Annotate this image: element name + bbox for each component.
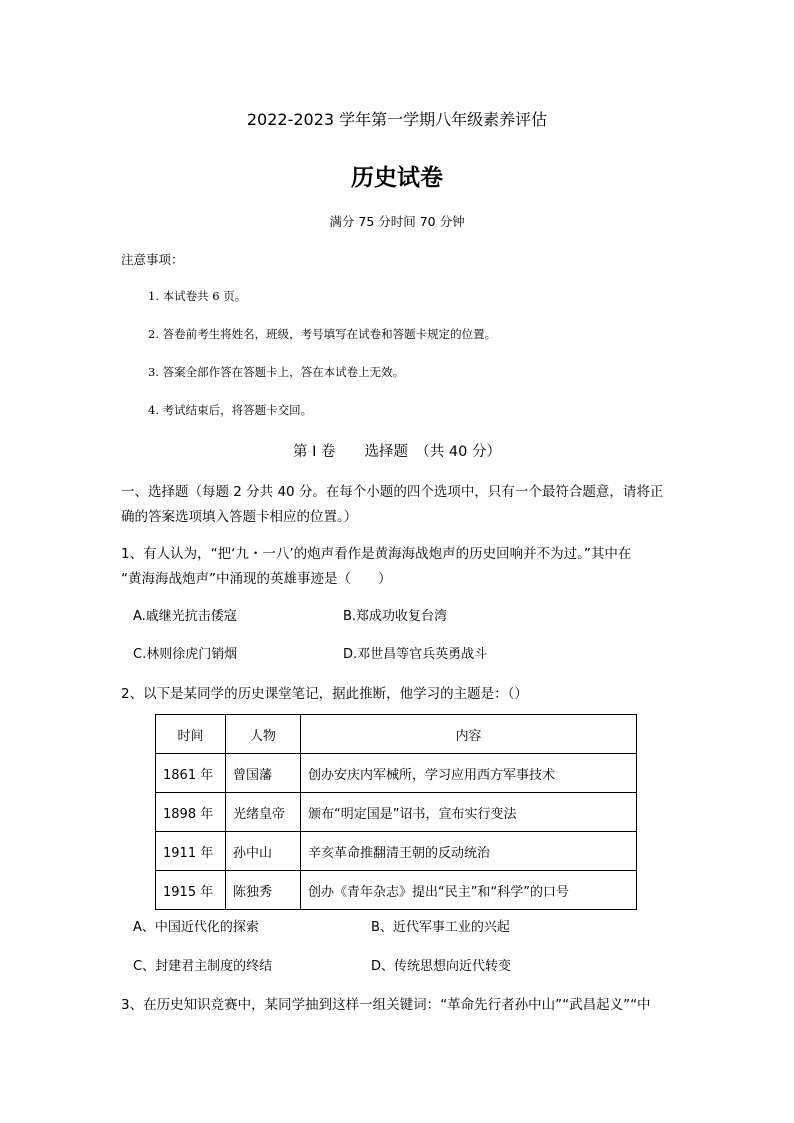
notice-item: 1. 本试卷共 6 页。 <box>148 289 247 303</box>
notice-heading: 注意事项： <box>121 252 184 267</box>
table-cell-time: 1915 年 <box>156 871 226 910</box>
notice-item: 3. 答案全部作答在答题卡上，答在本试卷上无效。 <box>148 365 405 379</box>
question-1-option-b: B.郑成功收复台湾 <box>343 609 448 624</box>
table-cell-content: 创办《青年杂志》提出“民主”和“科学”的口号 <box>301 871 637 910</box>
table-cell-time: 1911 年 <box>156 832 226 871</box>
table-row <box>156 793 637 832</box>
part-one-instructions-line1: 一、选择题（每题 2 分共 40 分。在每个小题的四个选项中，只有一个最符合题意，请将正 <box>121 484 664 500</box>
page-title: 历史试卷 <box>351 165 443 191</box>
column-header-time: 时间 <box>156 715 226 754</box>
table-row <box>156 871 637 910</box>
question-1-stem-line2: “黄海海战炮声”中涌现的英雄事迹是（ ） <box>121 571 392 587</box>
notice-item: 2. 答卷前考生将姓名，班级，考号填写在试卷和答题卡规定的位置。 <box>148 327 497 341</box>
table-cell-time: 1861 年 <box>156 754 226 793</box>
table-cell-person: 陈独秀 <box>226 871 301 910</box>
question-1-option-a: A.戚继光抗击倭寇 <box>133 609 237 624</box>
table-row <box>156 832 637 871</box>
table-cell-content: 创办安庆内军械所，学习应用西方军事技术 <box>301 754 637 793</box>
notice-item: 4. 考试结束后，将答题卡交回。 <box>148 403 313 417</box>
question-3-stem-line1: 3、在历史知识竞赛中，某同学抽到这样一组关键词：“革命先行者孙中山”“武昌起义”“中 <box>121 997 651 1013</box>
table-header-row <box>156 715 637 754</box>
table-row <box>156 754 637 793</box>
question-1-stem-line1: 1、有人认为，“把‘九・一八’的炮声看作是黄海海战炮声的历史回响并不为过。”其中在 <box>121 546 632 562</box>
table-cell-content: 辛亥革命推翻清王朝的反动统治 <box>301 832 637 871</box>
exam-subtitle: 满分 75 分时间 70 分钟 <box>329 214 465 229</box>
table-cell-time: 1898 年 <box>156 793 226 832</box>
question-2-option-c: C、封建君主制度的终结 <box>133 959 273 974</box>
question-2-option-d: D、传统思想向近代转变 <box>371 959 512 974</box>
question-2-option-a: A、中国近代化的探索 <box>133 920 259 935</box>
table-cell-content: 颁布“明定国是”诏书，宣布实行变法 <box>301 793 637 832</box>
exam-header: 2022-2023 学年第一学期八年级素养评估 <box>246 110 548 129</box>
part-one-instructions-line2: 确的答案选项填入答题卡相应的位置。） <box>121 509 358 525</box>
question-2-stem: 2、以下是某同学的历史课堂笔记，据此推断，他学习的主题是：（） <box>121 686 528 702</box>
section-title: 第 I 卷 选择题 （共 40 分） <box>293 444 501 460</box>
question-1-option-c: C.林则徐虎门销烟 <box>133 647 238 662</box>
notes-table <box>155 714 637 910</box>
column-header-person: 人物 <box>226 715 301 754</box>
question-2-option-b: B、近代军事工业的兴起 <box>371 920 510 935</box>
table-cell-person: 孙中山 <box>226 832 301 871</box>
table-cell-person: 曾国藩 <box>226 754 301 793</box>
column-header-content: 内容 <box>301 715 637 754</box>
question-1-option-d: D.邓世昌等官兵英勇战斗 <box>343 647 488 662</box>
table-cell-person: 光绪皇帝 <box>226 793 301 832</box>
